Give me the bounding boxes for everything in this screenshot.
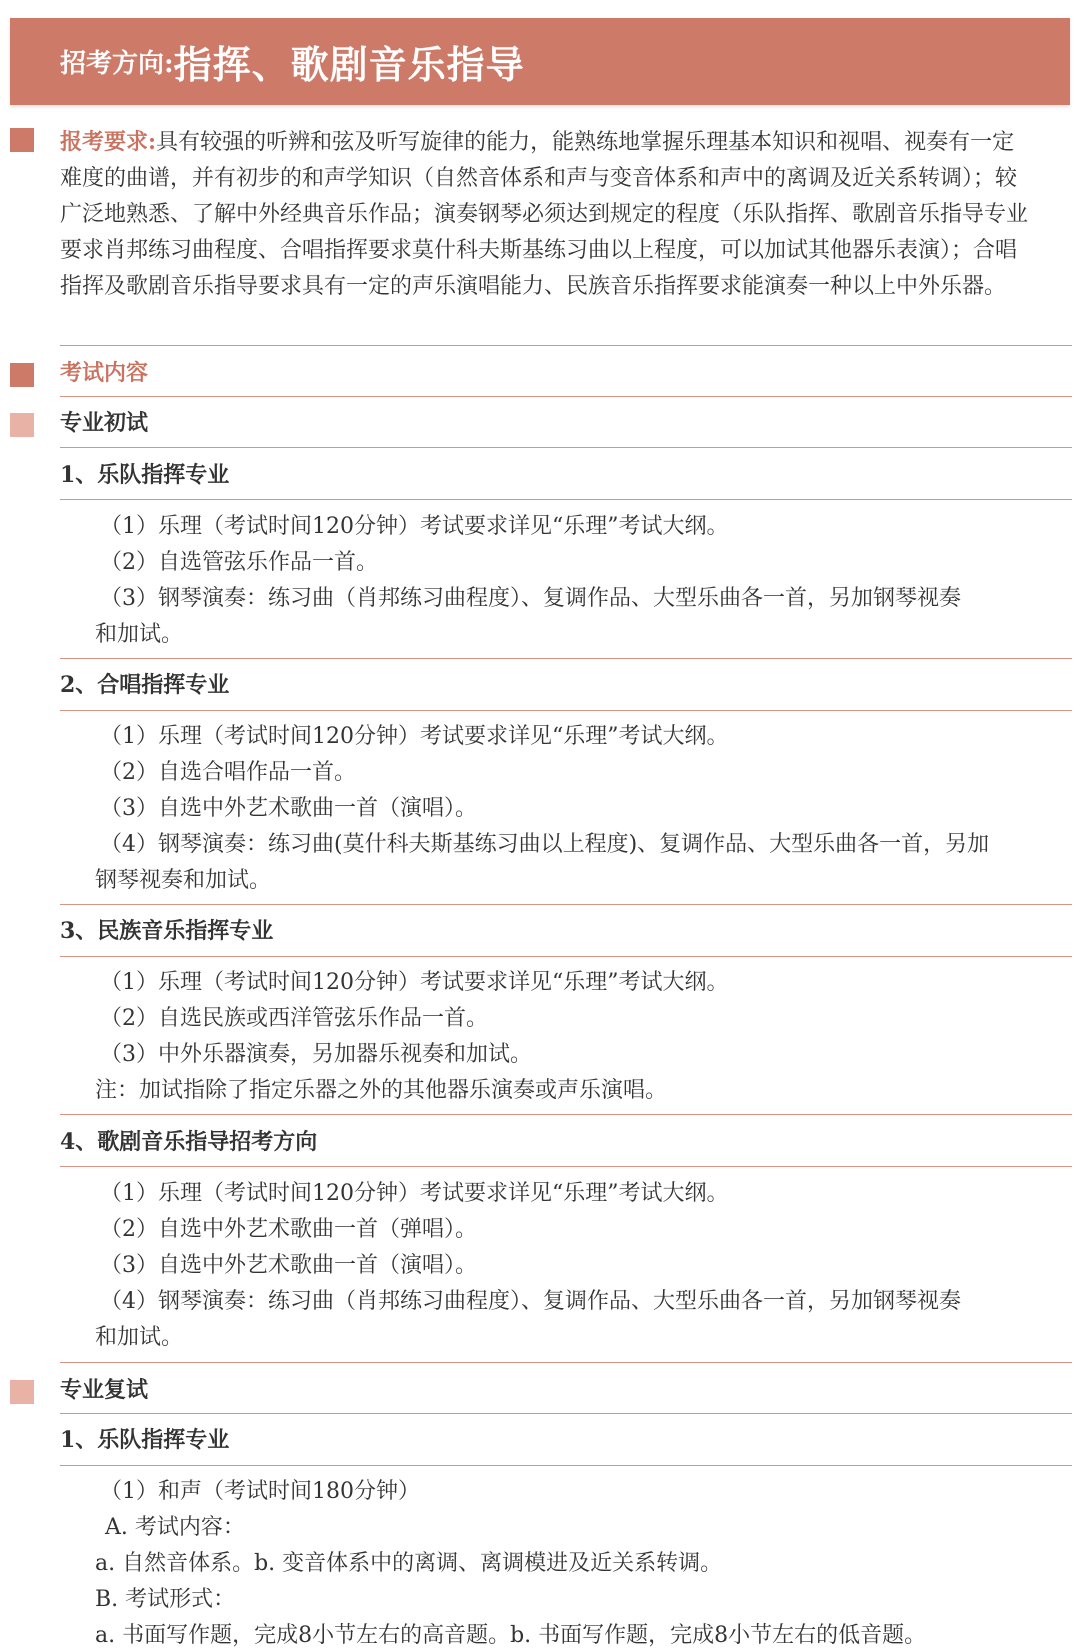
prelim-opera-item: （2）自选中外艺术歌曲一首（弹唱）。 [100, 1217, 477, 1242]
prelim-opera-item: 和加试。 [95, 1325, 184, 1350]
retest-orchestra-item: （1）和声（考试时间180分钟） [100, 1479, 420, 1504]
divider [60, 1413, 1072, 1414]
prelim-folk-note: 注：加试指除了指定乐器之外的其他器乐演奏或声乐演唱。 [95, 1078, 668, 1103]
divider [60, 499, 1072, 500]
retest-orchestra-item: A. 考试内容： [105, 1515, 245, 1540]
requirements-label: 报考要求: [60, 129, 157, 155]
prelim-orchestra-item: （1）乐理（考试时间120分钟）考试要求详见“乐理”考试大纲。 [100, 514, 729, 539]
divider [60, 396, 1072, 397]
exam-content-heading: 考试内容 [60, 360, 149, 386]
divider [60, 345, 1072, 346]
divider [60, 710, 1072, 711]
prelim-orchestra-item: （2）自选管弦乐作品一首。 [100, 550, 378, 575]
subsection-marker [10, 1380, 34, 1404]
retest-orchestra-item: a. 自然音体系。b. 变音体系中的离调、离调模进及近关系转调。 [95, 1551, 723, 1576]
prelim-choir-item: （2）自选合唱作品一首。 [100, 760, 356, 785]
divider [60, 1114, 1072, 1115]
retest-orchestra-item: a. 书面写作题，完成8小节左右的高音题。b. 书面写作题，完成8小节左右的低音题。 [95, 1623, 927, 1648]
prelim-choir-item: （1）乐理（考试时间120分钟）考试要求详见“乐理”考试大纲。 [100, 724, 729, 749]
divider [60, 1362, 1072, 1363]
subsection-marker [10, 413, 34, 437]
divider [60, 1166, 1072, 1167]
prelim-opera-heading: 4、歌剧音乐指导招考方向 [60, 1129, 318, 1155]
retest-heading: 专业复试 [60, 1377, 149, 1403]
divider [60, 658, 1072, 659]
prelim-folk-item: （1）乐理（考试时间120分钟）考试要求详见“乐理”考试大纲。 [100, 970, 729, 995]
requirements-paragraph [60, 124, 1035, 305]
title-banner [10, 18, 1070, 105]
prelim-choir-item: （3）自选中外艺术歌曲一首（演唱）。 [100, 796, 477, 821]
prelim-orchestra-item: 和加试。 [95, 622, 184, 647]
divider [60, 956, 1072, 957]
divider [60, 1465, 1072, 1466]
prelim-orchestra-heading: 1、乐队指挥专业 [60, 462, 230, 488]
prelim-choir-item: 钢琴视奏和加试。 [95, 868, 272, 893]
prelim-folk-heading: 3、民族音乐指挥专业 [60, 918, 274, 944]
retest-orchestra-heading: 1、乐队指挥专业 [60, 1427, 230, 1453]
prelim-folk-item: （2）自选民族或西洋管弦乐作品一首。 [100, 1006, 488, 1031]
divider [60, 447, 1072, 448]
prelim-opera-item: （1）乐理（考试时间120分钟）考试要求详见“乐理”考试大纲。 [100, 1181, 729, 1206]
divider [60, 904, 1072, 905]
prelim-opera-item: （3）自选中外艺术歌曲一首（演唱）。 [100, 1253, 477, 1278]
preliminary-heading: 专业初试 [60, 410, 149, 436]
banner-title: 指挥、歌剧音乐指导 [173, 42, 525, 87]
retest-orchestra-item: B. 考试形式： [95, 1587, 236, 1612]
prelim-orchestra-item: （3）钢琴演奏：练习曲（肖邦练习曲程度）、复调作品、大型乐曲各一首，另加钢琴视奏 [100, 586, 962, 611]
requirements-text: 具有较强的听辨和弦及听写旋律的能力，能熟练地掌握乐理基本知识和视唱、视奏有一定难度的曲谱，并有初步的和声学知识（自然音体系和声与变音体系和声中的离调及近关系转调）；较广泛地熟悉、了解中外经典音乐作品；演奏钢琴必须达到规定的程度（乐队指挥、歌剧音乐指导专业要求肖邦练习曲程度、合唱指挥要求莫什科夫斯基练习曲以上程度，可以加试其他器乐表演）；合唱指挥及歌剧音乐指导要求具有一定的声乐演唱能力、民族音乐指挥要求能演奏一种以上中外乐器。 [60, 130, 1029, 299]
prelim-folk-item: （3）中外乐器演奏，另加器乐视奏和加试。 [100, 1042, 532, 1067]
banner-lead: 招考方向: [60, 49, 174, 79]
section-marker [10, 128, 34, 152]
section-marker [10, 363, 34, 387]
prelim-choir-heading: 2、合唱指挥专业 [60, 672, 230, 698]
prelim-choir-item: （4）钢琴演奏：练习曲(莫什科夫斯基练习曲以上程度)、复调作品、大型乐曲各一首，另加 [100, 832, 990, 857]
prelim-opera-item: （4）钢琴演奏：练习曲（肖邦练习曲程度）、复调作品、大型乐曲各一首，另加钢琴视奏 [100, 1289, 962, 1314]
